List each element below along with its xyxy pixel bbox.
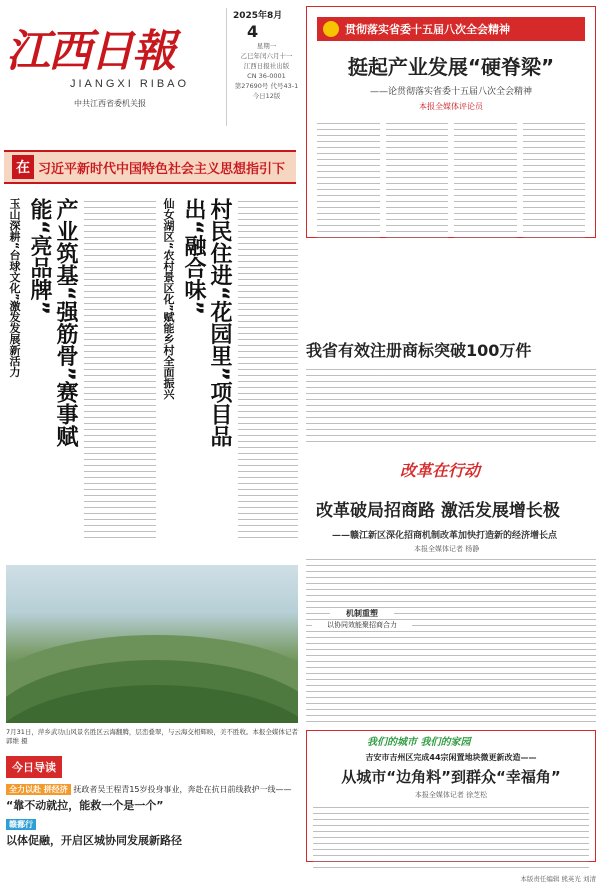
reform-tag: 改革在行动: [400, 461, 481, 480]
city-tag: 我们的城市 我们的家园: [367, 737, 471, 748]
landscape-photo: [6, 565, 298, 723]
reform-body: [306, 556, 596, 724]
lead-banner: [317, 17, 585, 41]
guide-lead: 抚政者吴王程青15岁投身事业，奔赴在抗日前线救护一线——: [73, 785, 292, 794]
lead-subtitle: ——论贯彻落实省委十五届八次全会精神: [369, 87, 532, 97]
masthead: [6, 8, 224, 126]
logo-pinyin: JIANGXI RIBAO: [70, 78, 190, 90]
lead-title[interactable]: 挺起产业发展“硬脊梁”: [347, 55, 555, 79]
weekday: 星期一: [256, 42, 277, 50]
page-footer: 本版责任编辑 熊英光 刘清: [520, 875, 596, 883]
reform-subhead: 机制重塑: [330, 608, 394, 619]
city-story[interactable]: [306, 730, 596, 862]
photo-caption: 7月31日，萍乡武功山风景名胜区云海翻腾，层峦叠翠，与云海交相辉映，美不胜收。本报全媒体记者 郭维 摄: [6, 728, 298, 745]
text-column: [386, 120, 449, 240]
guide-header: 今日导读: [6, 756, 62, 778]
guide-title[interactable]: “靠不动就拉，能救一个是一个”: [6, 799, 164, 812]
lead-body: [317, 120, 585, 240]
page-count: 今日12版: [252, 92, 281, 100]
text-column: [454, 120, 517, 240]
city-body: [313, 804, 589, 870]
party-emblem-icon: [323, 21, 339, 37]
story1-headline[interactable]: 产业筑基“强筋骨”赛事赋能“亮品牌”: [27, 198, 78, 447]
city-kicker: 吉安市吉州区完成44宗闲置地块微更新改造——: [365, 753, 537, 762]
date-block: [226, 8, 300, 126]
day: 4: [247, 22, 259, 41]
story2-body: [238, 198, 298, 538]
text-column: [523, 120, 586, 240]
reform-subtitle: ——赣江新区深化招商机制改革加快打造新的经济增长点: [332, 531, 558, 541]
reform-subhead-line: 以协同效能聚招商合力: [312, 620, 412, 630]
cn-number: CN 36-0001: [247, 72, 286, 80]
lead-byline: 本报全媒体评论员: [419, 102, 483, 111]
today-guide: [6, 756, 298, 868]
guide-item[interactable]: [6, 819, 298, 848]
theme-banner: [4, 150, 296, 184]
trademark-headline[interactable]: 我省有效注册商标突破100万件: [306, 341, 532, 360]
guide-title[interactable]: 以体促融，开启区城协同发展新路径: [6, 834, 182, 847]
sponsor-line: 中共江西省委机关报: [74, 99, 146, 108]
lead-editorial[interactable]: [306, 6, 596, 238]
banner-mark: 在: [12, 155, 34, 179]
banner-text: 习近平新时代中国特色社会主义思想指引下: [38, 161, 286, 177]
guide-item[interactable]: [6, 784, 298, 813]
guide-tag: 赣鄱行: [6, 819, 36, 830]
guide-tag: 全力以赴 拼经济: [6, 784, 71, 795]
story1-kicker: 玉山深耕“台球文化”激发发展新活力: [8, 198, 21, 378]
trademark-body: [306, 366, 596, 446]
lead-banner-text: 贯彻落实省委十五届八次全会精神: [345, 23, 510, 36]
issue-number: 第27690号 代号43-1: [234, 82, 299, 90]
text-column: [317, 120, 380, 240]
newspaper-logo: 江西日報: [6, 26, 174, 77]
story2-headline[interactable]: 村民住进“花园里”项目品出“融合味”: [181, 198, 232, 447]
city-title[interactable]: 从城市“边角料”到群众“幸福角”: [341, 768, 561, 786]
reform-byline: 本报全媒体记者 杨静: [414, 545, 480, 553]
reform-title[interactable]: 改革破局招商路 激活发展增长极: [316, 501, 560, 521]
story1-body: [84, 198, 156, 538]
city-byline: 本报全媒体记者 徐芝松: [414, 791, 488, 799]
year-month: 2025年8月: [233, 11, 283, 21]
story2-kicker: 仙女湖区“农村景区化”赋能乡村全面振兴: [162, 198, 175, 400]
publisher: 江西日报社出版: [243, 62, 290, 70]
lunar-date: 乙巳年闰六月十一: [240, 52, 293, 60]
